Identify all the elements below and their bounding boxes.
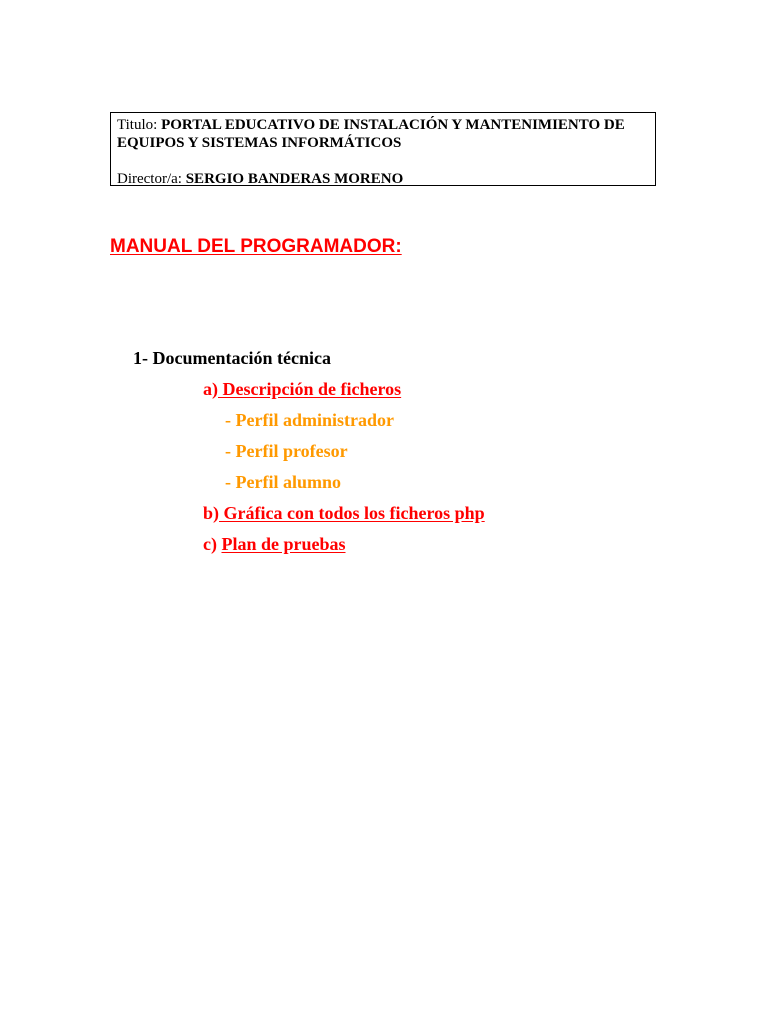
title-value-line1: PORTAL EDUCATIVO DE INSTALACIÓN Y MANTENIMIENTO DE (161, 117, 625, 133)
toc-item-c[interactable] (203, 534, 346, 555)
toc-item-a[interactable] (203, 379, 401, 400)
director-name: SERGIO BANDERAS MORENO (185, 171, 404, 187)
title-value-line2: EQUIPOS Y SISTEMAS INFORMÁTICOS (117, 135, 402, 151)
manual-heading: MANUAL DEL PROGRAMADOR: (110, 236, 402, 257)
toc-item-b[interactable] (203, 503, 485, 524)
toc-item-c-link[interactable]: Plan de pruebas (221, 534, 346, 554)
toc-subitem-profesor: - Perfil profesor (225, 441, 348, 461)
toc-subitem-alumno: - Perfil alumno (225, 472, 341, 492)
toc-section-1: 1- Documentación técnica (133, 348, 331, 368)
toc-item-a-link[interactable]: Descripción de ficheros (218, 379, 402, 399)
title-label: Titulo: (117, 117, 158, 133)
toc-subitem-administrador: - Perfil administrador (225, 410, 394, 430)
toc-item-c-marker: c) (203, 534, 217, 554)
toc-item-b-link[interactable]: Gráfica con todos los ficheros php (219, 503, 485, 523)
toc-item-a-marker: a) (203, 379, 218, 399)
toc-item-b-marker: b) (203, 503, 220, 523)
director-label: Director/a: (117, 171, 182, 187)
